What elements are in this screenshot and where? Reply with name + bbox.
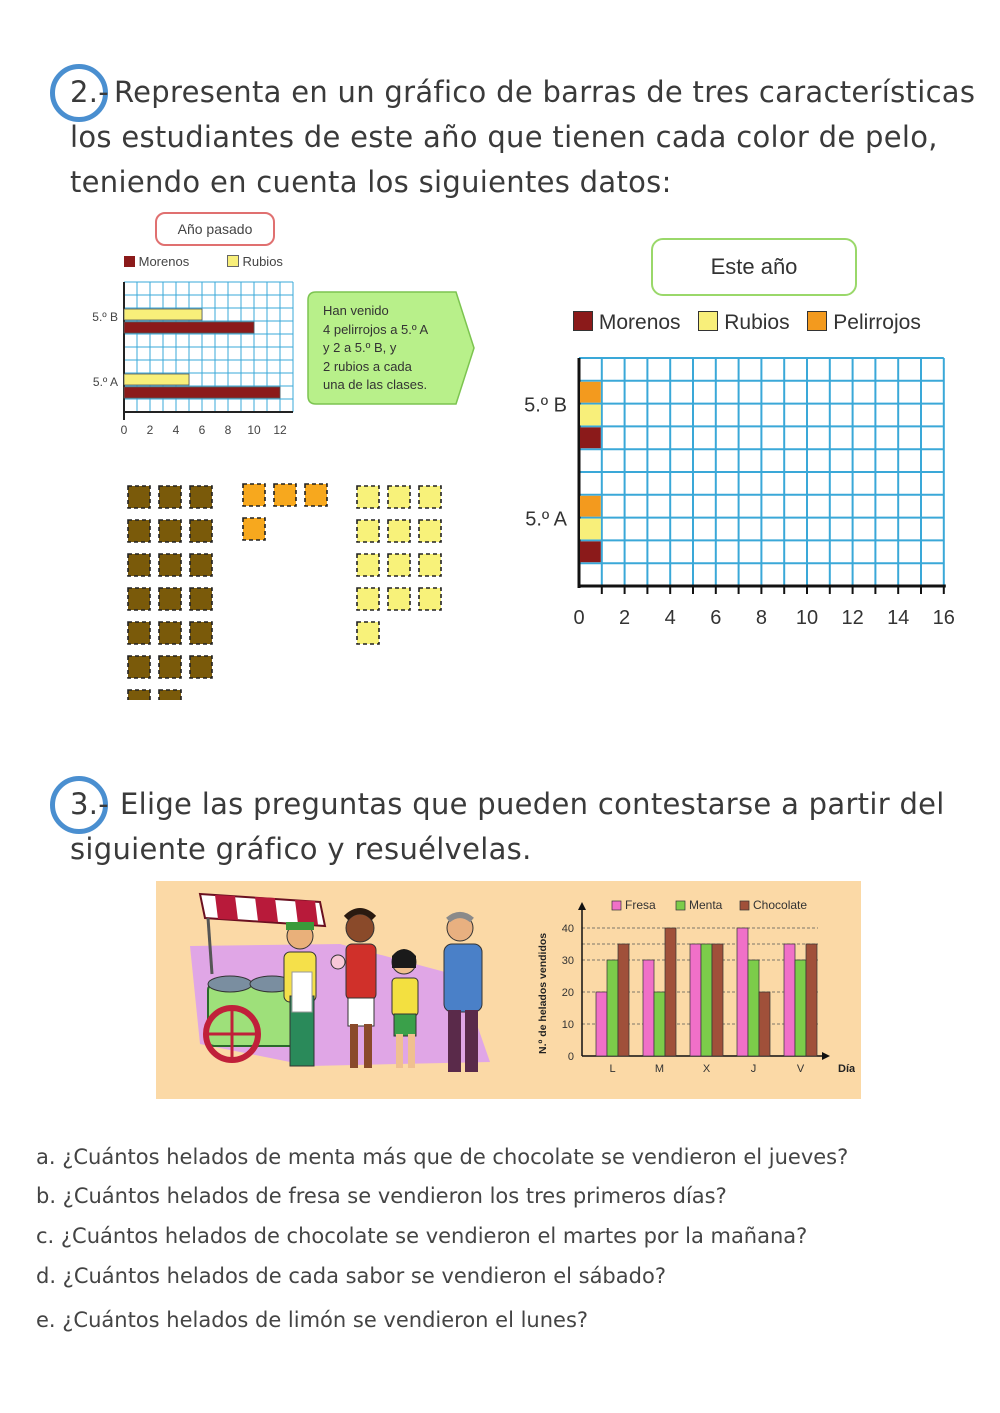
moreno-square: [128, 520, 150, 542]
x-tick-label: 0: [573, 607, 585, 629]
note-line-3: y 2 a 5.º B, y: [323, 340, 397, 355]
ice-cream-bars: [596, 928, 817, 1056]
bar-pelirrojos-1: [580, 382, 601, 403]
rubio-square: [388, 554, 410, 576]
rubio-square: [419, 588, 441, 610]
legend-moreno-label: Morenos: [138, 254, 190, 269]
bar-morenos-1: [580, 427, 601, 448]
category-label: 5.º B: [92, 310, 118, 324]
moreno-square: [128, 588, 150, 610]
rubio-square: [357, 520, 379, 542]
x-tick-label: X: [702, 1063, 711, 1075]
legend2-moreno-label: Morenos: [598, 311, 681, 334]
ice-cream-chart: [530, 892, 855, 1092]
exercise-3-line-1: Elige las preguntas que pueden contestarse a partir del: [120, 787, 945, 821]
moreno-square: [128, 554, 150, 576]
legend-moreno-swatch: [124, 256, 135, 267]
moreno-square: [190, 486, 212, 508]
y-tick-label: 40: [561, 923, 574, 935]
moreno-square: [159, 554, 181, 576]
moreno-square: [128, 622, 150, 644]
rubio-square: [388, 486, 410, 508]
rubio-square: [388, 588, 410, 610]
x-tick-label: 0: [120, 423, 128, 437]
exercise-2-line-1: Representa en un gráfico de barras de tres características: [114, 75, 976, 109]
bar-fresa-V: [784, 944, 795, 1056]
legend-rubio-swatch: [227, 255, 239, 267]
bar-fresa-M: [643, 960, 654, 1056]
x-tick-label: 2: [146, 423, 154, 437]
pelirrojo-squares: [243, 484, 327, 540]
legend2-moreno-swatch: [573, 311, 593, 331]
x-tick-label: L: [609, 1063, 616, 1075]
bar-menta-M: [654, 992, 665, 1056]
last-year-legend: [124, 254, 283, 269]
x-tick-label: 10: [795, 607, 819, 629]
bar-rubios-1: [580, 405, 601, 426]
x-tick-label: M: [654, 1063, 665, 1075]
this-year-title-box: [651, 238, 857, 296]
moreno-square: [159, 690, 181, 700]
x-tick-label: 8: [224, 423, 232, 437]
note-text: [323, 302, 428, 395]
ice-cream-illustration: [160, 884, 500, 1096]
legend2-rubio-label: Rubios: [724, 311, 790, 334]
x-tick-label: 4: [664, 607, 676, 629]
question-b: b. ¿Cuántos helados de fresa se vendieron los tres primeros días?: [36, 1184, 727, 1208]
moreno-square: [159, 622, 181, 644]
x-tick-label: J: [750, 1063, 757, 1075]
moreno-square: [190, 520, 212, 542]
ice-cream-legend: [612, 898, 807, 912]
legend-swatch-chocolate: [740, 901, 749, 910]
bar-menta-X: [701, 944, 712, 1056]
exercise-3-line-2: siguiente gráfico y resuélvelas.: [70, 832, 532, 866]
bar-chocolate-J: [759, 992, 770, 1056]
moreno-square: [159, 520, 181, 542]
bar-rubios-1: [124, 309, 202, 320]
moreno-square: [159, 588, 181, 610]
legend2-pelirrojo-label: Pelirrojos: [833, 311, 921, 334]
rubio-square: [357, 622, 379, 644]
moreno-square: [190, 656, 212, 678]
x-tick-label: 4: [172, 423, 180, 437]
note-line-1: Han venido: [323, 303, 389, 318]
bar-chocolate-X: [712, 944, 723, 1056]
x-axis-arrow: [822, 1052, 830, 1060]
pelirrojo-square: [305, 484, 327, 506]
bar-fresa-J: [737, 928, 748, 1056]
x-axis-label: Día: [838, 1063, 855, 1075]
x-tick-label: 8: [755, 607, 767, 629]
rubio-squares: [357, 486, 441, 644]
legend-swatch-menta: [676, 901, 685, 910]
category-label: 5.º A: [525, 508, 567, 531]
legend-label-chocolate: Chocolate: [753, 898, 808, 912]
y-axis-label: N.º de helados vendidos: [537, 932, 549, 1054]
bar-morenos-0: [580, 541, 601, 562]
bar-chocolate-L: [618, 944, 629, 1056]
x-tick-label: 6: [710, 607, 722, 629]
last-year-title: Año pasado: [177, 221, 253, 237]
rubio-square: [388, 520, 410, 542]
legend2-pelirrojo-swatch: [807, 311, 827, 331]
rubio-square: [357, 486, 379, 508]
exercise-3-number: 3.-: [70, 787, 110, 821]
moreno-square: [128, 690, 150, 700]
question-a: a. ¿Cuántos helados de menta más que de chocolate se vendieron el jueves?: [36, 1145, 849, 1169]
bar-pelirrojos-0: [580, 496, 601, 517]
pelirrojo-square: [243, 484, 265, 506]
this-year-grid: [579, 358, 946, 594]
moreno-square: [159, 656, 181, 678]
y-tick-label: 20: [561, 987, 574, 999]
last-year-chart: [80, 278, 310, 440]
x-tick-label: V: [796, 1063, 805, 1075]
bar-chocolate-M: [665, 928, 676, 1056]
last-year-grid: [124, 282, 293, 420]
note-line-4: 2 rubios a cada: [323, 358, 412, 374]
bar-morenos-0: [124, 387, 280, 398]
note-line-5: una de las clases.: [323, 377, 428, 392]
bar-menta-J: [748, 960, 759, 1056]
pelirrojo-square: [274, 484, 296, 506]
pelirrojo-square: [243, 518, 265, 540]
bar-rubios-0: [580, 519, 601, 540]
moreno-square: [190, 588, 212, 610]
rubio-square: [357, 554, 379, 576]
x-tick-label: 2: [619, 607, 631, 629]
rubio-square: [419, 554, 441, 576]
rubio-square: [357, 588, 379, 610]
legend-swatch-fresa: [612, 901, 621, 910]
legend-label-menta: Menta: [689, 898, 723, 912]
this-year-title: Este año: [710, 254, 798, 279]
x-tick-label: 12: [273, 423, 287, 437]
moreno-square: [128, 656, 150, 678]
rubio-square: [419, 486, 441, 508]
bar-menta-L: [607, 960, 618, 1056]
legend-label-fresa: Fresa: [625, 898, 656, 912]
bar-fresa-L: [596, 992, 607, 1056]
exercise-2-line-3: teniendo en cuenta los siguientes datos:: [70, 165, 672, 199]
legend2-rubio-swatch: [698, 311, 718, 331]
legend-rubio-label: Rubios: [242, 254, 283, 269]
moreno-square: [190, 622, 212, 644]
moreno-square: [159, 486, 181, 508]
x-tick-label: 6: [198, 423, 206, 437]
category-label: 5.º A: [92, 375, 118, 389]
bar-fresa-X: [690, 944, 701, 1056]
moreno-square: [190, 554, 212, 576]
last-year-title-box: [155, 212, 275, 246]
bar-menta-V: [795, 960, 806, 1056]
category-label: 5.º B: [524, 394, 567, 417]
question-c: c. ¿Cuántos helados de chocolate se vendieron el martes por la mañana?: [36, 1224, 808, 1248]
x-tick-label: 12: [841, 607, 864, 629]
counter-squares: [120, 478, 450, 700]
moreno-squares: [128, 486, 212, 700]
bar-rubios-0: [124, 374, 189, 385]
bar-morenos-1: [124, 322, 254, 333]
exercise-2-line-2: los estudiantes de este año que tienen cada color de pelo,: [70, 120, 938, 154]
x-tick-label: 10: [247, 423, 261, 437]
x-tick-label: 14: [887, 607, 910, 629]
x-tick-label: 16: [932, 607, 955, 629]
exercise-2-number: 2.-: [70, 75, 110, 109]
y-tick-label: 10: [561, 1019, 574, 1031]
this-year-chart[interactable]: [510, 350, 970, 630]
this-year-legend: [573, 311, 921, 335]
rubio-square: [419, 520, 441, 542]
bar-chocolate-V: [806, 944, 817, 1056]
y-tick-label: 0: [567, 1051, 574, 1063]
moreno-square: [128, 486, 150, 508]
question-e: e. ¿Cuántos helados de limón se vendieron el lunes?: [36, 1308, 589, 1332]
y-tick-label: 30: [561, 955, 574, 967]
question-d: d. ¿Cuántos helados de cada sabor se vendieron el sábado?: [36, 1264, 666, 1288]
note-line-2: 4 pelirrojos a 5.º A: [323, 321, 429, 337]
y-axis-arrow: [578, 902, 586, 910]
